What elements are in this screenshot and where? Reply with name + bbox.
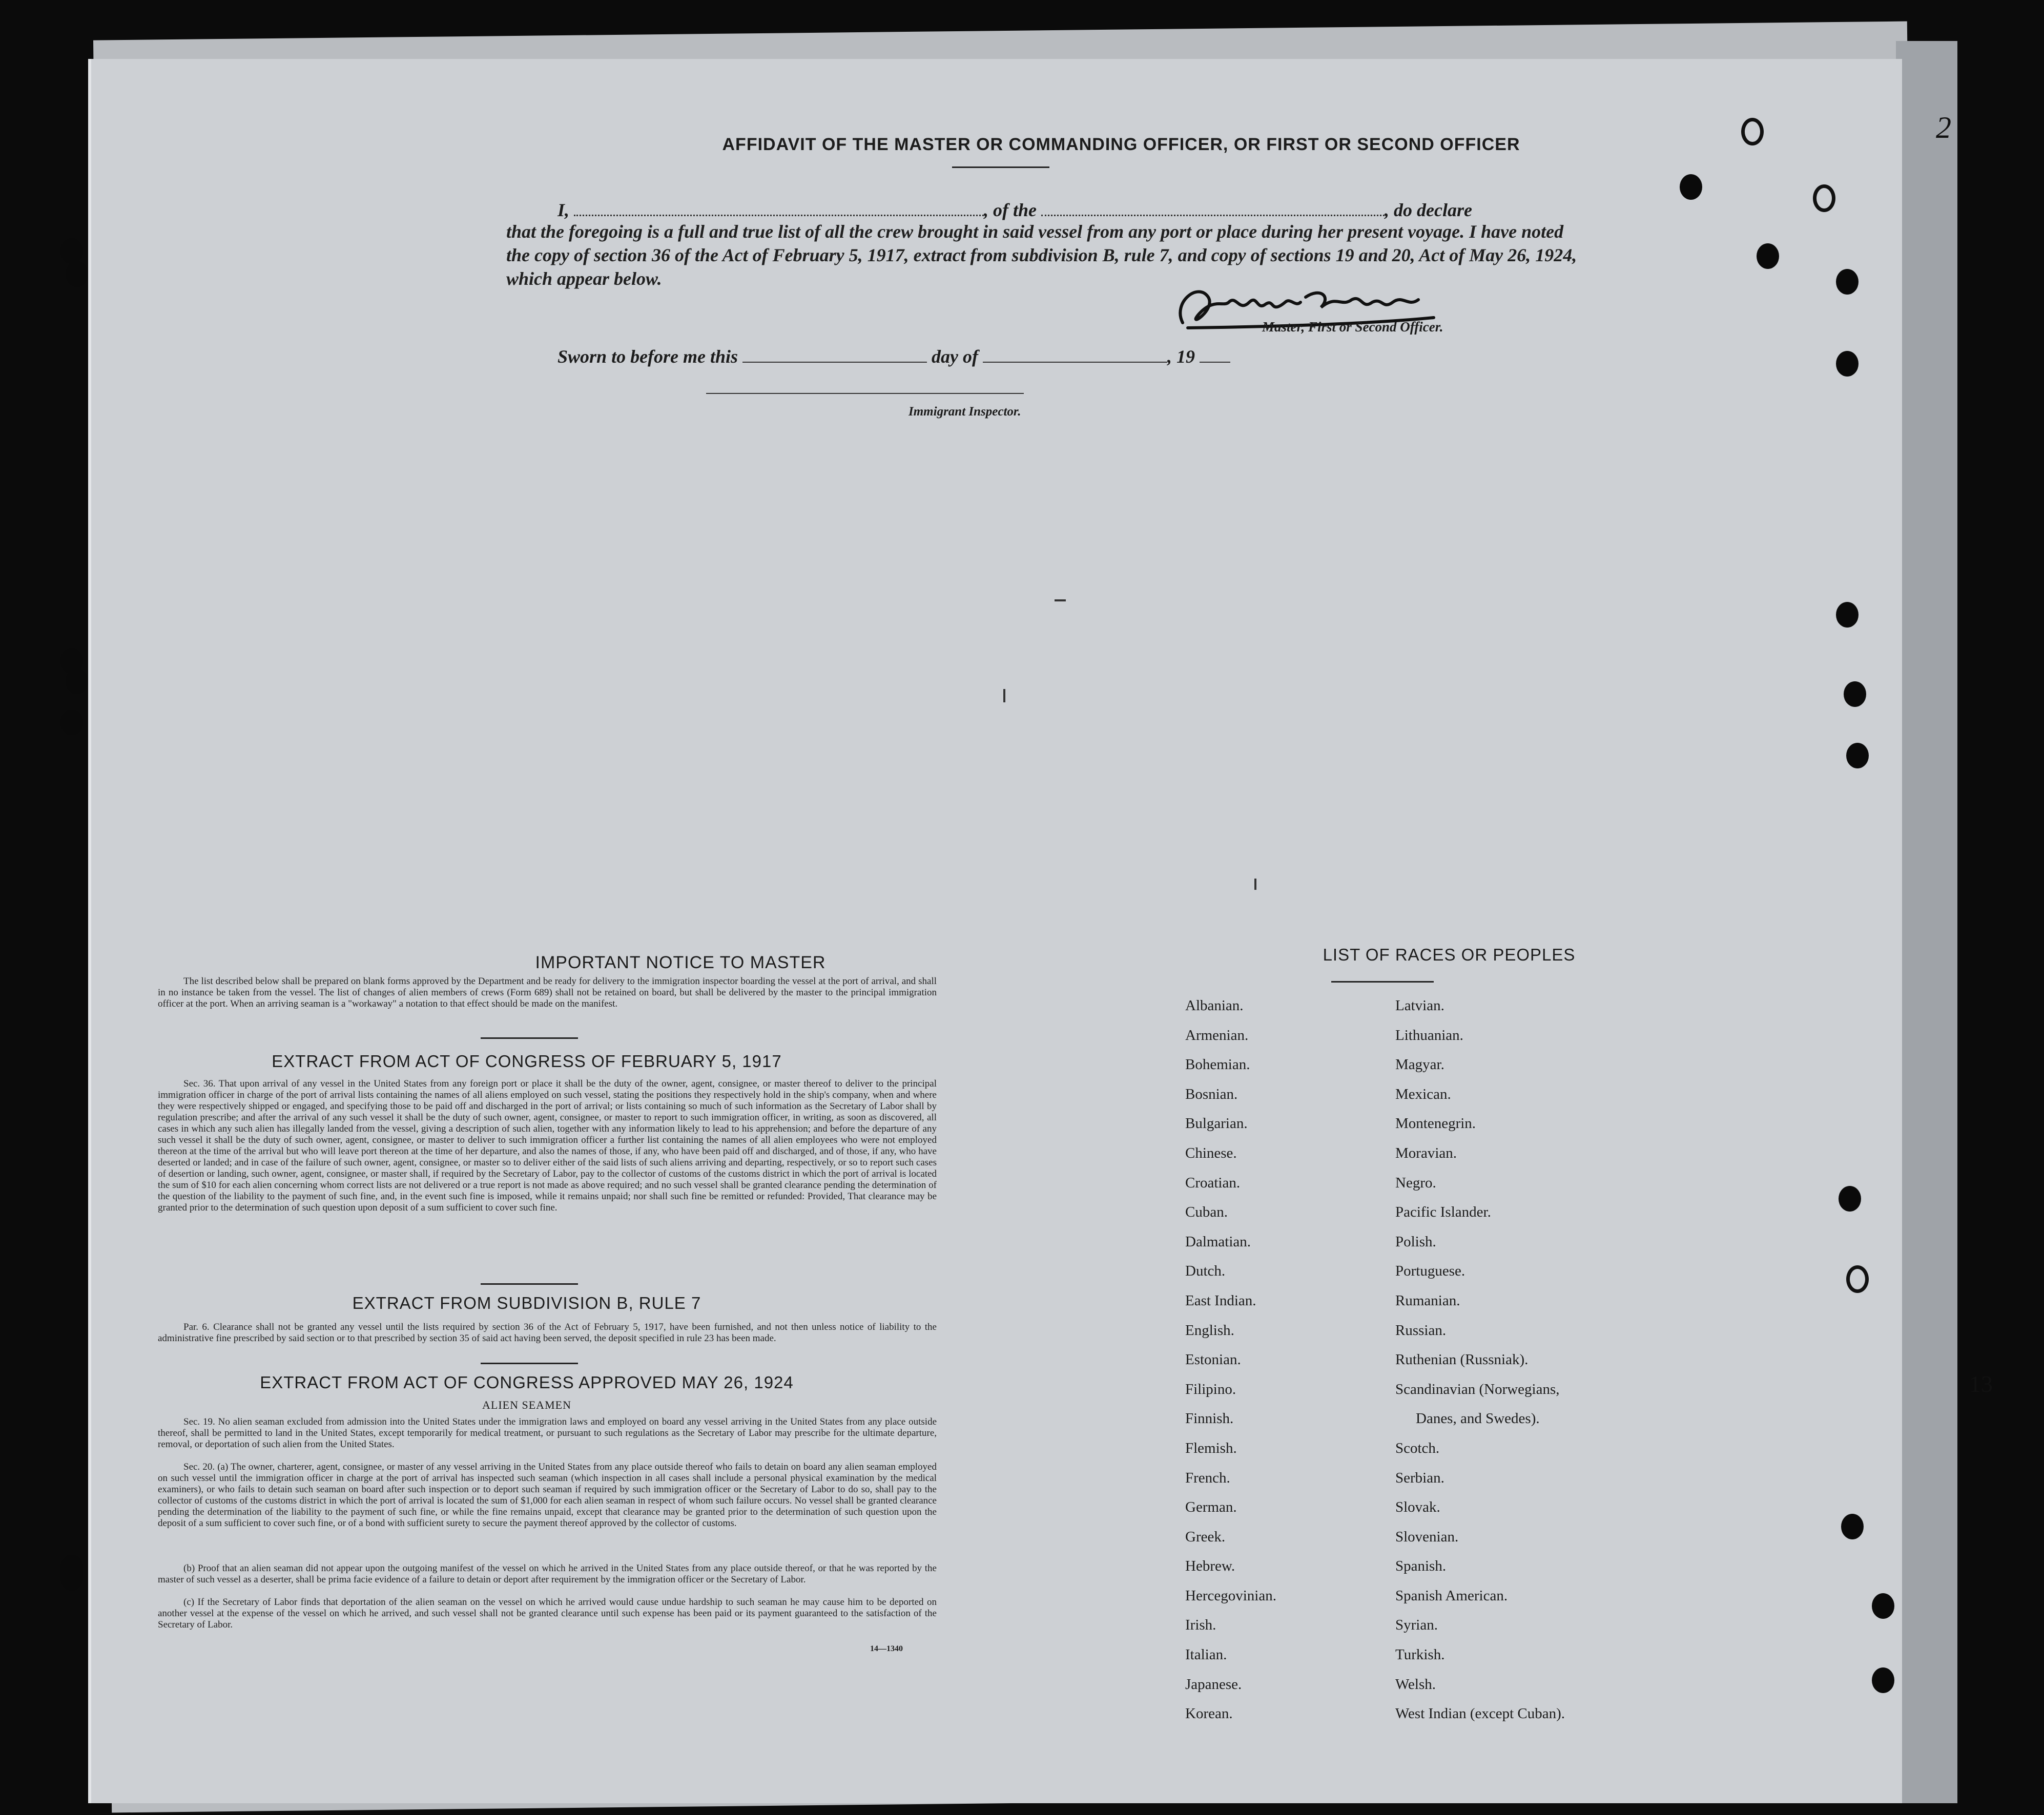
extract-1917-text: Sec. 36. That upon arrival of any vessel in the United States from any foreign port or place it shall be the duty of the owner, agent, consignee, or master thereof to deliver to the principal immigration officer in charge of the port of arrival lists containing the names of all aliens employed on such vessel, stating the positions they respectively hold in the ship's company, when and where they were respectively shipped or engaged, and specifying those to be paid off and discharged in the port of arrival; or lists containing so much of such information as the Secretary of Labor shall by regulation prescribe; and after the arrival of any such vessel it shall be the duty of such owner, agent, consignee, or master to report to such immigration officer, in writing, as soon as discovered, all cases in which any such alien has illegally landed from the vessel, giving a description of such alien, together with any information likely to lead to his apprehension; and before the departure of any such vessel it shall be the duty of such owner, agent, consignee, or master to deliver to such immigration officer a further list containing the names of all alien employees who were not employed thereon at the time of the arrival but who will leave port thereon at the time of her departure, and also the names of those, if any, who have been paid off and discharged, and of those, if any, who have deserted or landed; and in case of the failure of such owner, agent, consignee, or master so to deliver either of the said lists of such aliens arriving and departing, respectively, or so to report such cases of desertion or landing, such owner, agent, consignee, or master shall, if required by the Secretary of Labor, pay to the collector of customs of the customs district in which the port of arrival is located the sum of $10 for each alien concerning whom correct lists are not delivered or a true report is not made as above required; and no such vessel shall be granted clearance pending the determination of the question of the liability to the payment of such fine, and, in the event such fine is imposed, while it remains unpaid; nor shall such fine be remitted or refunded: Provided, That clearance may be granted prior to the determination of such question upon deposit of a sum sufficient to cover such fine.: [158, 1078, 937, 1213]
races-right-column: [1395, 991, 1565, 1729]
race-item: Bohemian.: [1185, 1056, 1250, 1073]
stray-mark: [1055, 599, 1066, 601]
race-item: Latvian.: [1395, 997, 1444, 1014]
punch-hole-r9: [1846, 743, 1869, 768]
race-item: Greek.: [1185, 1528, 1226, 1545]
vessel-blank: [1041, 215, 1385, 216]
race-item: Dalmatian.: [1185, 1233, 1251, 1250]
i-label: I,: [558, 200, 570, 220]
race-item: Korean.: [1185, 1705, 1233, 1722]
signature-caption: Master, First or Second Officer.: [1262, 319, 1443, 335]
punch-hole-r5: [1836, 269, 1859, 295]
races-title-rule: [1331, 981, 1434, 983]
affidavit-body: that the foregoing is a full and true list of all the crew brought in said vessel from any port or place during her present voyage. I have noted the copy of section 36 of the Act of February 5, 1917, extract from subdivision B, rule 7, and copy of sections 19 and 20, Act of May 26, 1924, which appear below.: [506, 221, 1577, 289]
notice-title: IMPORTANT NOTICE TO MASTER: [535, 953, 826, 972]
rule7-text: Par. 6. Clearance shall not be granted any vessel until the lists required by section 36 of the Act of February 5, 1917, have been furnished, and not then unless notice of liability to the administrative fine prescribed by said section or to that prescribed by section 35 of said act having been served, the deposit specified in rule 23 has been made.: [158, 1322, 937, 1344]
year-label: , 19: [1167, 346, 1195, 367]
race-item: Chinese.: [1185, 1144, 1237, 1161]
race-item: English.: [1185, 1322, 1234, 1339]
race-item: Albanian.: [1185, 997, 1244, 1014]
race-item: Estonian.: [1185, 1351, 1241, 1368]
page-stack-edge: [1896, 41, 1957, 1803]
affidavit-title-rule: [952, 166, 1049, 168]
race-item: Lithuanian.: [1395, 1027, 1463, 1044]
punch-hole-r4: [1757, 243, 1779, 269]
race-item: Ruthenian (Russniak).: [1395, 1351, 1529, 1368]
race-item: West Indian (except Cuban).: [1395, 1705, 1565, 1722]
race-item: Slovak.: [1395, 1499, 1440, 1516]
binder-hole-1: [60, 238, 83, 264]
punch-hole-r14: [1872, 1667, 1894, 1693]
race-item: Filipino.: [1185, 1381, 1236, 1397]
race-item: Hebrew.: [1185, 1558, 1235, 1575]
race-item: Japanese.: [1185, 1676, 1242, 1693]
of-the-label: , of the: [984, 200, 1037, 220]
notice-text: The list described below shall be prepared on blank forms approved by the Department and be ready for delivery to the immigration inspector boarding the vessel at the port of arrival, and shall in no instance be taken from the vessel. The list of changes of alien members of crews (Form 689) shall not be retained on board, but shall be delivered by the master to the principal immigration officer at the port. When an arriving seaman is a "workaway" a notation to that effect should be made on the manifest.: [158, 976, 937, 1009]
race-item: Syrian.: [1395, 1617, 1438, 1634]
race-item: Moravian.: [1395, 1144, 1457, 1161]
section-divider: [481, 1363, 578, 1364]
race-item: Rumanian.: [1395, 1292, 1460, 1309]
punch-hole-r8: [1844, 681, 1866, 707]
inspector-label: Immigrant Inspector.: [909, 405, 1021, 419]
race-item: Croatian.: [1185, 1174, 1241, 1191]
race-item: East Indian.: [1185, 1292, 1256, 1309]
rule7-title: EXTRACT FROM SUBDIVISION B, RULE 7: [352, 1294, 701, 1312]
race-item: Armenian.: [1185, 1027, 1249, 1044]
extract-1924-sec19: Sec. 19. No alien seaman excluded from admission into the United States under the immigration laws and employed on board any vessel arriving in the United States from any place outside thereof, shall be permitted to land in the United States, except temporarily for medical treatment, or pursuant to such regulations as the Secretary of Labor may prescribe for the ultimate departure, removal, or deportation of such alien from the United States.: [158, 1416, 937, 1450]
punch-hole-r10: [1839, 1186, 1861, 1212]
extract-1924-sec20c: (c) If the Secretary of Labor finds that deportation of the alien seaman on the vessel on which he arrived would cause undue hardship to such seaman he may cause him to be deported on another vessel at the expense of the vessel on which he arrived, and such vessel shall not be granted clearance until such expense has been paid or its payment guaranteed to the satisfaction of the Secretary of Labor.: [158, 1597, 937, 1630]
punch-hole-r11: [1846, 1265, 1869, 1293]
month-blank: [983, 362, 1167, 363]
extract-1924-sec20b: (b) Proof that an alien seaman did not appear upon the outgoing manifest of the vessel on which he arrived in the United States from any place outside thereof, or that he was reported by the master of such vessel as a deserter, shall be prima facie evidence of a failure to detain or deport after requirement by the immigration officer or the Secretary of Labor.: [158, 1563, 937, 1585]
extract-1917-title: EXTRACT FROM ACT OF CONGRESS OF FEBRUARY 5, 1917: [272, 1052, 782, 1071]
race-item: Russian.: [1395, 1322, 1447, 1339]
declare-label: , do declare: [1385, 200, 1472, 220]
name-blank: [574, 215, 984, 216]
race-item: Cuban.: [1185, 1204, 1228, 1221]
race-item: Polish.: [1395, 1233, 1436, 1250]
affidavit-title: AFFIDAVIT OF THE MASTER OR COMMANDING OFFICER, OR FIRST OR SECOND OFFICER: [722, 135, 1520, 154]
form-number: 14—1340: [870, 1644, 903, 1653]
race-item: Scotch.: [1395, 1440, 1440, 1456]
year-blank: [1200, 362, 1230, 363]
race-item: Spanish.: [1395, 1558, 1447, 1575]
races-title: LIST OF RACES OR PEOPLES: [1323, 945, 1576, 964]
race-item: French.: [1185, 1469, 1230, 1486]
race-item: Magyar.: [1395, 1056, 1444, 1073]
binder-hole-4: [66, 669, 88, 694]
race-item: Scandinavian (Norwegians,: [1395, 1381, 1560, 1397]
binder-hole-8: [60, 1565, 83, 1591]
punch-hole-r6: [1836, 351, 1859, 377]
race-item: Turkish.: [1395, 1646, 1445, 1663]
race-item: Negro.: [1395, 1174, 1436, 1191]
race-item: Hercegovinian.: [1185, 1587, 1276, 1604]
section-divider: [481, 1037, 578, 1039]
stray-mark: [1003, 689, 1005, 702]
race-item: Welsh.: [1395, 1676, 1436, 1693]
punch-hole-r2: [1813, 184, 1835, 212]
race-item: German.: [1185, 1499, 1237, 1516]
race-item: Montenegrin.: [1395, 1115, 1476, 1132]
race-item: Danes, and Swedes).: [1416, 1410, 1540, 1427]
extract-1924-title: EXTRACT FROM ACT OF CONGRESS APPROVED MAY 26, 1924: [260, 1373, 794, 1392]
race-item: Italian.: [1185, 1646, 1227, 1663]
margin-edge-number: 13: [1969, 1371, 1993, 1397]
manifest-page: [88, 59, 1993, 1803]
races-left-column: [1185, 991, 1276, 1729]
race-item: Finnish.: [1185, 1410, 1234, 1427]
section-divider: [481, 1283, 578, 1285]
alien-seamen-subtitle: ALIEN SEAMEN: [482, 1399, 571, 1411]
race-item: Portuguese.: [1395, 1263, 1465, 1280]
race-item: Bulgarian.: [1185, 1115, 1248, 1132]
race-item: Flemish.: [1185, 1440, 1237, 1456]
stray-mark: [1254, 879, 1256, 890]
extract-1924-sec20a: Sec. 20. (a) The owner, charterer, agent, consignee, or master of any vessel arriving in the United States from any place outside thereof who fails to detain on board any alien seaman employed on such vessel until the immigration officer in charge at the port of arrival has inspected such seaman (which inspection in all cases shall include a personal physical examination by the medical examiners), or who fails to detain such seaman on board after such inspection or to deport such seaman if required by such immigration officer or the Secretary of Labor to do so, shall pay to the collector of customs of the customs district in which the port of arrival is located the sum of $1,000 for each alien seaman in respect of whom such failure occurs. No vessel shall be granted clearance pending the determination of the liability to the payment of such fine, or while the fine remains unpaid, except that clearance may be granted prior to the determination of such question upon the deposit of a sum sufficient to cover such fine, or of a bond with sufficient surety to secure the payment thereof approved by the collector of customs.: [158, 1462, 937, 1529]
race-item: Spanish American.: [1395, 1587, 1508, 1604]
day-of-label: day of: [932, 346, 979, 367]
day-blank: [742, 362, 927, 363]
inspector-signature-line: [706, 393, 1024, 394]
binder-hole-5: [60, 710, 83, 735]
binder-hole-2: [66, 261, 88, 287]
race-item: Dutch.: [1185, 1263, 1226, 1280]
punch-hole-r13: [1872, 1593, 1894, 1619]
sworn-label: Sworn to before me this: [558, 346, 738, 367]
margin-page-number: 2: [1936, 111, 1951, 144]
race-item: Irish.: [1185, 1617, 1216, 1634]
race-item: Bosnian.: [1185, 1086, 1238, 1102]
punch-hole-r7: [1836, 602, 1859, 628]
sworn-line: [558, 346, 1230, 367]
race-item: Serbian.: [1395, 1469, 1444, 1486]
punch-hole-r3: [1680, 174, 1702, 200]
punch-hole-r1: [1741, 118, 1764, 145]
race-item: Mexican.: [1395, 1086, 1451, 1102]
race-item: Pacific Islander.: [1395, 1204, 1491, 1221]
race-item: Slovenian.: [1395, 1528, 1459, 1545]
punch-hole-r12: [1841, 1514, 1864, 1539]
affidavit-declaration-line: [558, 199, 1472, 221]
